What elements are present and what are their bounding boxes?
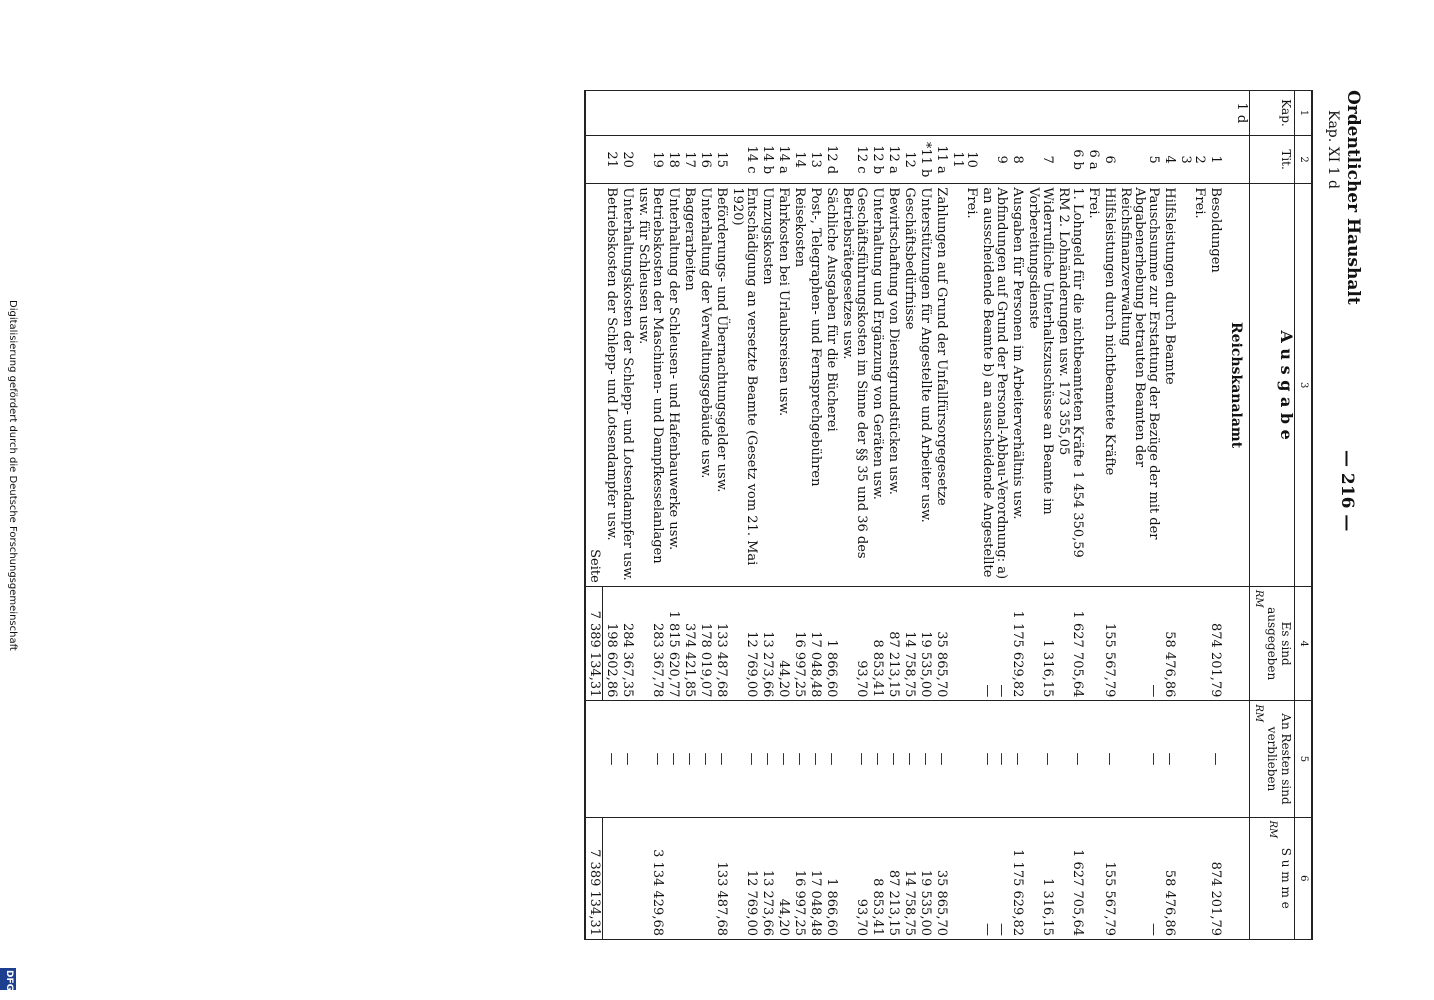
row-rest: —	[635, 701, 665, 817]
row-description: Sächliche Ausgaben für die Bücherei	[823, 184, 839, 586]
table-row	[807, 91, 823, 940]
row-sum: 44,20	[775, 817, 791, 939]
row-sum: 17 048,48	[807, 817, 823, 939]
row-tit: *11 b	[917, 135, 933, 184]
summe-header	[1250, 817, 1295, 939]
column-number-row	[1295, 91, 1313, 940]
row-spent	[949, 586, 979, 701]
row-spent: 1 815 620,77	[665, 586, 681, 701]
row-description: Reisekosten	[791, 184, 807, 586]
row-sum: 16 997,25	[791, 817, 807, 939]
row-description: 1. Lohngeld für die nichtbeamteten Kräfte 1 454 350,59 RM 2. Lohnänderungen usw. 173 355,05	[1055, 184, 1085, 586]
table-row	[713, 91, 729, 940]
row-tit: 14 c	[729, 135, 759, 184]
row-description: Unterhaltung der Schleusen- und Hafenbauwerke usw.	[665, 184, 681, 586]
row-tit: 14 b	[759, 135, 775, 184]
row-kap	[759, 91, 775, 136]
row-kap	[635, 91, 665, 136]
row-rest	[1085, 701, 1101, 817]
row-description: Ausgaben für Personen im Arbeiterverhältnis usw.	[1009, 184, 1025, 586]
row-tit: 13	[807, 135, 823, 184]
row-kap	[1117, 91, 1161, 136]
row-description: Unterstützungen für Angestellte und Arbeiter usw.	[917, 184, 933, 586]
row-sum	[1085, 817, 1101, 939]
table-row	[933, 91, 949, 940]
row-spent: 874 201,79	[1207, 586, 1223, 701]
row-spent: 178 019,07	[697, 586, 713, 701]
row-spent: 155 567,79	[1101, 586, 1117, 701]
row-tit: 12 d	[823, 135, 839, 184]
row-tit: 8	[1009, 135, 1025, 184]
row-description: Besoldungen	[1207, 184, 1223, 586]
row-spent: 198 602,86	[603, 586, 620, 701]
row-tit: 17	[681, 135, 697, 184]
row-tit: 18	[665, 135, 681, 184]
column-header-row	[1250, 91, 1295, 940]
row-rest: —	[603, 701, 620, 817]
row-rest: —	[933, 701, 949, 817]
table-row	[901, 91, 917, 940]
row-spent: 35 865,70	[933, 586, 949, 701]
row-tit: 11 a	[933, 135, 949, 184]
row-rest: —	[1117, 701, 1161, 817]
row-description: Beförderungs- und Übernachtungsgelder usw.	[713, 184, 729, 586]
table-row	[1101, 91, 1117, 940]
row-sum: 12 769,00	[729, 817, 759, 939]
row-description: Unterhaltung und Ergänzung von Geräten usw.	[869, 184, 885, 586]
row-kap	[665, 91, 681, 136]
table-row	[603, 91, 620, 940]
unit-label: RM	[1253, 589, 1264, 608]
table-row	[1117, 91, 1161, 940]
row-kap	[1009, 91, 1025, 136]
rest-header-label: An Resten sind verblieben	[1265, 713, 1293, 805]
row-rest: —	[1207, 701, 1223, 817]
row-description: Unterhaltung der Verwaltungsgebäude usw.	[697, 184, 713, 586]
row-tit: 12 a	[885, 135, 901, 184]
row-kap	[697, 91, 713, 136]
col-number: 3	[1295, 184, 1313, 586]
row-sum: 35 865,70	[933, 817, 949, 939]
row-sum: 14 758,75	[901, 817, 917, 939]
row-sum: 874 201,79	[1207, 817, 1223, 939]
row-kap	[1025, 91, 1055, 136]
row-kap	[839, 91, 869, 136]
row-tit: 10 11	[949, 135, 979, 184]
row-spent	[1177, 586, 1207, 701]
row-rest: —	[729, 701, 759, 817]
row-description: Pauschsumme zur Erstattung der Bezüge der mit der Abgabenerhebung betrauten Beamten der Reichsfinanzverwaltung	[1117, 184, 1161, 586]
row-spent: 19 535,00	[917, 586, 933, 701]
row-spent: 93,70	[839, 586, 869, 701]
table-row	[775, 91, 791, 940]
row-tit: 12 b	[869, 135, 885, 184]
table-row	[635, 91, 665, 940]
table-row	[949, 91, 979, 940]
row-sum: 1 175 629,82	[1009, 817, 1025, 939]
row-kap	[933, 91, 949, 136]
row-kap	[949, 91, 979, 136]
row-kap	[823, 91, 839, 136]
dfg-logo-text: DFG	[4, 970, 14, 992]
row-rest: —	[681, 701, 697, 817]
row-spent	[1085, 586, 1101, 701]
row-sum: 93,70	[839, 817, 869, 939]
row-kap	[1055, 91, 1085, 136]
unit-label: RM	[1267, 820, 1278, 839]
row-rest: —	[713, 701, 729, 817]
row-rest: —	[807, 701, 823, 817]
row-tit: 2 3	[1177, 135, 1207, 184]
row-tit: 12	[901, 135, 917, 184]
table-row	[1207, 91, 1223, 940]
row-description: Geschäftsführungskosten im Sinne der §§ 35 und 36 des Betriebsrätegesetzes usw.	[839, 184, 869, 586]
table-row	[729, 91, 759, 940]
section-kap: 1 d	[1223, 91, 1250, 136]
row-description: Post-, Telegraphen- und Fernsprechgebühren	[807, 184, 823, 586]
row-rest: —	[1101, 701, 1117, 817]
row-sum	[619, 817, 635, 939]
spent-header-label: Es sind ausgegeben	[1265, 607, 1293, 681]
row-description: Betriebskosten der Maschinen- und Dampfkesselanlagen usw. für Schleusen usw.	[635, 184, 665, 586]
row-sum: —	[1117, 817, 1161, 939]
row-rest: —	[775, 701, 791, 817]
row-kap	[979, 91, 1009, 136]
row-rest	[1177, 701, 1207, 817]
row-tit: 15	[713, 135, 729, 184]
col-number: 6	[1295, 817, 1313, 939]
row-rest: —	[665, 701, 681, 817]
row-spent: 284 367,35	[619, 586, 635, 701]
kap-header: Kap.	[1250, 91, 1295, 136]
row-kap	[901, 91, 917, 136]
row-sum: 155 567,79	[1101, 817, 1117, 939]
row-tit: 14 a	[775, 135, 791, 184]
row-kap	[917, 91, 933, 136]
row-rest: —	[885, 701, 901, 817]
row-tit: 5	[1117, 135, 1161, 184]
row-description: Frei.	[1177, 184, 1207, 586]
row-tit: 1	[1207, 135, 1223, 184]
row-sum: 19 535,00	[917, 817, 933, 939]
table-row	[1161, 91, 1177, 940]
row-description: Widerrufliche Unterhaltszuschüsse an Beamte im Vorbereitungsdienste	[1025, 184, 1055, 586]
section-row	[1223, 91, 1250, 940]
row-rest: —	[901, 701, 917, 817]
tit-header: Tit.	[1250, 135, 1295, 184]
dfg-logo	[0, 968, 16, 990]
table-row	[917, 91, 933, 940]
row-description: Geschäftsbedürfnisse	[901, 184, 917, 586]
row-spent: 8 853,41	[869, 586, 885, 701]
row-kap	[1207, 91, 1223, 136]
ausgabe-header: A u s g a b e	[1250, 184, 1295, 586]
footer-label: Seite	[585, 184, 603, 586]
row-rest: —	[839, 701, 869, 817]
table-row	[839, 91, 869, 940]
row-spent: 16 997,25	[791, 586, 807, 701]
table-row	[1009, 91, 1025, 940]
page-header	[1313, 90, 1363, 940]
header-subtitle: Kap. XI 1 d	[1325, 110, 1341, 189]
row-description: Betriebskosten der Schlepp- und Lotsendampfer usw.	[603, 184, 620, 586]
section-title: Reichskanalamt	[1223, 184, 1250, 586]
table-row	[869, 91, 885, 940]
row-sum: 13 273,66	[759, 817, 775, 939]
row-sum: 1 627 705,64	[1055, 817, 1085, 939]
row-sum: 87 213,15	[885, 817, 901, 939]
row-rest	[949, 701, 979, 817]
row-kap	[1101, 91, 1117, 136]
row-tit: 9	[979, 135, 1009, 184]
row-sum: 133 487,68	[713, 817, 729, 939]
row-sum: 1 316,15	[1025, 817, 1055, 939]
row-tit: 14	[791, 135, 807, 184]
row-description: Hilfsleistungen durch Beamte	[1161, 184, 1177, 586]
row-kap	[713, 91, 729, 136]
row-kap	[775, 91, 791, 136]
row-kap	[885, 91, 901, 136]
rotated-table-page	[73, 90, 1363, 940]
row-spent: 1 866,60	[823, 586, 839, 701]
row-rest: —	[823, 701, 839, 817]
row-kap	[603, 91, 620, 136]
row-spent: 283 367,78	[635, 586, 665, 701]
row-tit: 6 b	[1055, 135, 1085, 184]
row-kap	[1161, 91, 1177, 136]
table-row	[1085, 91, 1101, 940]
row-tit: 19	[635, 135, 665, 184]
unit-label: RM	[1253, 704, 1264, 723]
col-number: 2	[1295, 135, 1313, 184]
footer-sum: 7 389 134,31	[585, 817, 603, 939]
row-rest: —	[1025, 701, 1055, 817]
row-kap	[869, 91, 885, 136]
table-row	[1025, 91, 1055, 940]
header-title: Ordentlicher Haushalt	[1343, 90, 1363, 305]
row-description: Fahrkosten bei Urlaubsreisen usw.	[775, 184, 791, 586]
row-kap	[1177, 91, 1207, 136]
table-body	[603, 91, 1224, 940]
row-kap	[1085, 91, 1101, 136]
col-number: 4	[1295, 586, 1313, 701]
row-description: Umzugskosten	[759, 184, 775, 586]
row-sum: 58 476,86	[1161, 817, 1177, 939]
table-row	[759, 91, 775, 940]
row-sum	[681, 817, 697, 939]
table-row	[665, 91, 681, 940]
row-description: Hilfsleistungen durch nichtbeamtete Kräfte	[1101, 184, 1117, 586]
row-tit: 16	[697, 135, 713, 184]
table-row	[1177, 91, 1207, 940]
row-rest: —	[791, 701, 807, 817]
row-spent: 1 175 629,82	[1009, 586, 1025, 701]
row-description: Baggerarbeiten	[681, 184, 697, 586]
row-rest: —	[1055, 701, 1085, 817]
row-description: Unterhaltungskosten der Schlepp- und Lotsendampfer usw.	[619, 184, 635, 586]
page-number: — 216 —	[1337, 450, 1357, 532]
row-rest: — —	[979, 701, 1009, 817]
row-description: Bewirtschaftung von Dienstgrundstücken usw.	[885, 184, 901, 586]
row-sum	[665, 817, 681, 939]
table-row	[697, 91, 713, 940]
row-description: Frei.	[949, 184, 979, 586]
table-row	[823, 91, 839, 940]
row-tit: 21	[603, 135, 620, 184]
row-tit: 7	[1025, 135, 1055, 184]
summe-header-label: S u m m e	[1279, 847, 1293, 909]
footer-spent: 7 389 134,31	[585, 586, 603, 701]
row-description: Abfindungen auf Grund der Personal-Abbau-Verordnung: a) an ausscheidende Beamte b) an ausscheidende Angestellte	[979, 184, 1009, 586]
row-sum	[697, 817, 713, 939]
row-kap	[729, 91, 759, 136]
row-rest: —	[917, 701, 933, 817]
table-row	[681, 91, 697, 940]
row-tit: 20	[619, 135, 635, 184]
row-kap	[681, 91, 697, 136]
row-sum: 3 134 429,68	[635, 817, 665, 939]
row-tit: 4	[1161, 135, 1177, 184]
row-description: Entschädigung an versetzte Beamte (Gesetz vom 21. Mai 1920)	[729, 184, 759, 586]
row-spent: 13 273,66	[759, 586, 775, 701]
rest-header	[1250, 701, 1295, 817]
table-row	[885, 91, 901, 940]
col-number: 1	[1295, 91, 1313, 136]
row-sum: 1 866,60	[823, 817, 839, 939]
row-tit: 6 a	[1085, 135, 1101, 184]
side-note	[6, 300, 18, 990]
row-sum	[1177, 817, 1207, 939]
row-description: Frei.	[1085, 184, 1101, 586]
row-kap	[619, 91, 635, 136]
row-kap	[791, 91, 807, 136]
table-row	[1055, 91, 1085, 940]
row-tit: 12 c	[839, 135, 869, 184]
row-rest: —	[759, 701, 775, 817]
row-spent: 12 769,00	[729, 586, 759, 701]
row-spent: 87 213,15	[885, 586, 901, 701]
row-rest: —	[1009, 701, 1025, 817]
row-tit: 6	[1101, 135, 1117, 184]
row-rest: —	[1161, 701, 1177, 817]
row-spent: 1 316,15	[1025, 586, 1055, 701]
row-spent: 17 048,48	[807, 586, 823, 701]
row-sum: 8 853,41	[869, 817, 885, 939]
row-rest: —	[619, 701, 635, 817]
row-spent: 58 476,86	[1161, 586, 1177, 701]
row-spent: 1 627 705,64	[1055, 586, 1085, 701]
row-spent: 14 758,75	[901, 586, 917, 701]
row-rest: —	[697, 701, 713, 817]
side-note-text: Digitalisierung gefördert durch die Deutsche Forschungsgemeinschaft	[7, 300, 18, 651]
row-spent: 44,20	[775, 586, 791, 701]
row-spent: —	[1117, 586, 1161, 701]
row-spent: 374 421,85	[681, 586, 697, 701]
row-sum: — —	[979, 817, 1009, 939]
row-description: Zahlungen auf Grund der Unfallfürsorgegesetze	[933, 184, 949, 586]
row-sum	[603, 817, 620, 939]
table-row	[979, 91, 1009, 940]
table-row	[619, 91, 635, 940]
row-spent: — —	[979, 586, 1009, 701]
row-spent: 133 487,68	[713, 586, 729, 701]
row-kap	[807, 91, 823, 136]
budget-table	[584, 90, 1313, 940]
row-rest: —	[869, 701, 885, 817]
row-sum	[949, 817, 979, 939]
spent-header	[1250, 586, 1295, 701]
col-number: 5	[1295, 701, 1313, 817]
footer-row	[585, 91, 603, 940]
table-row	[791, 91, 807, 940]
